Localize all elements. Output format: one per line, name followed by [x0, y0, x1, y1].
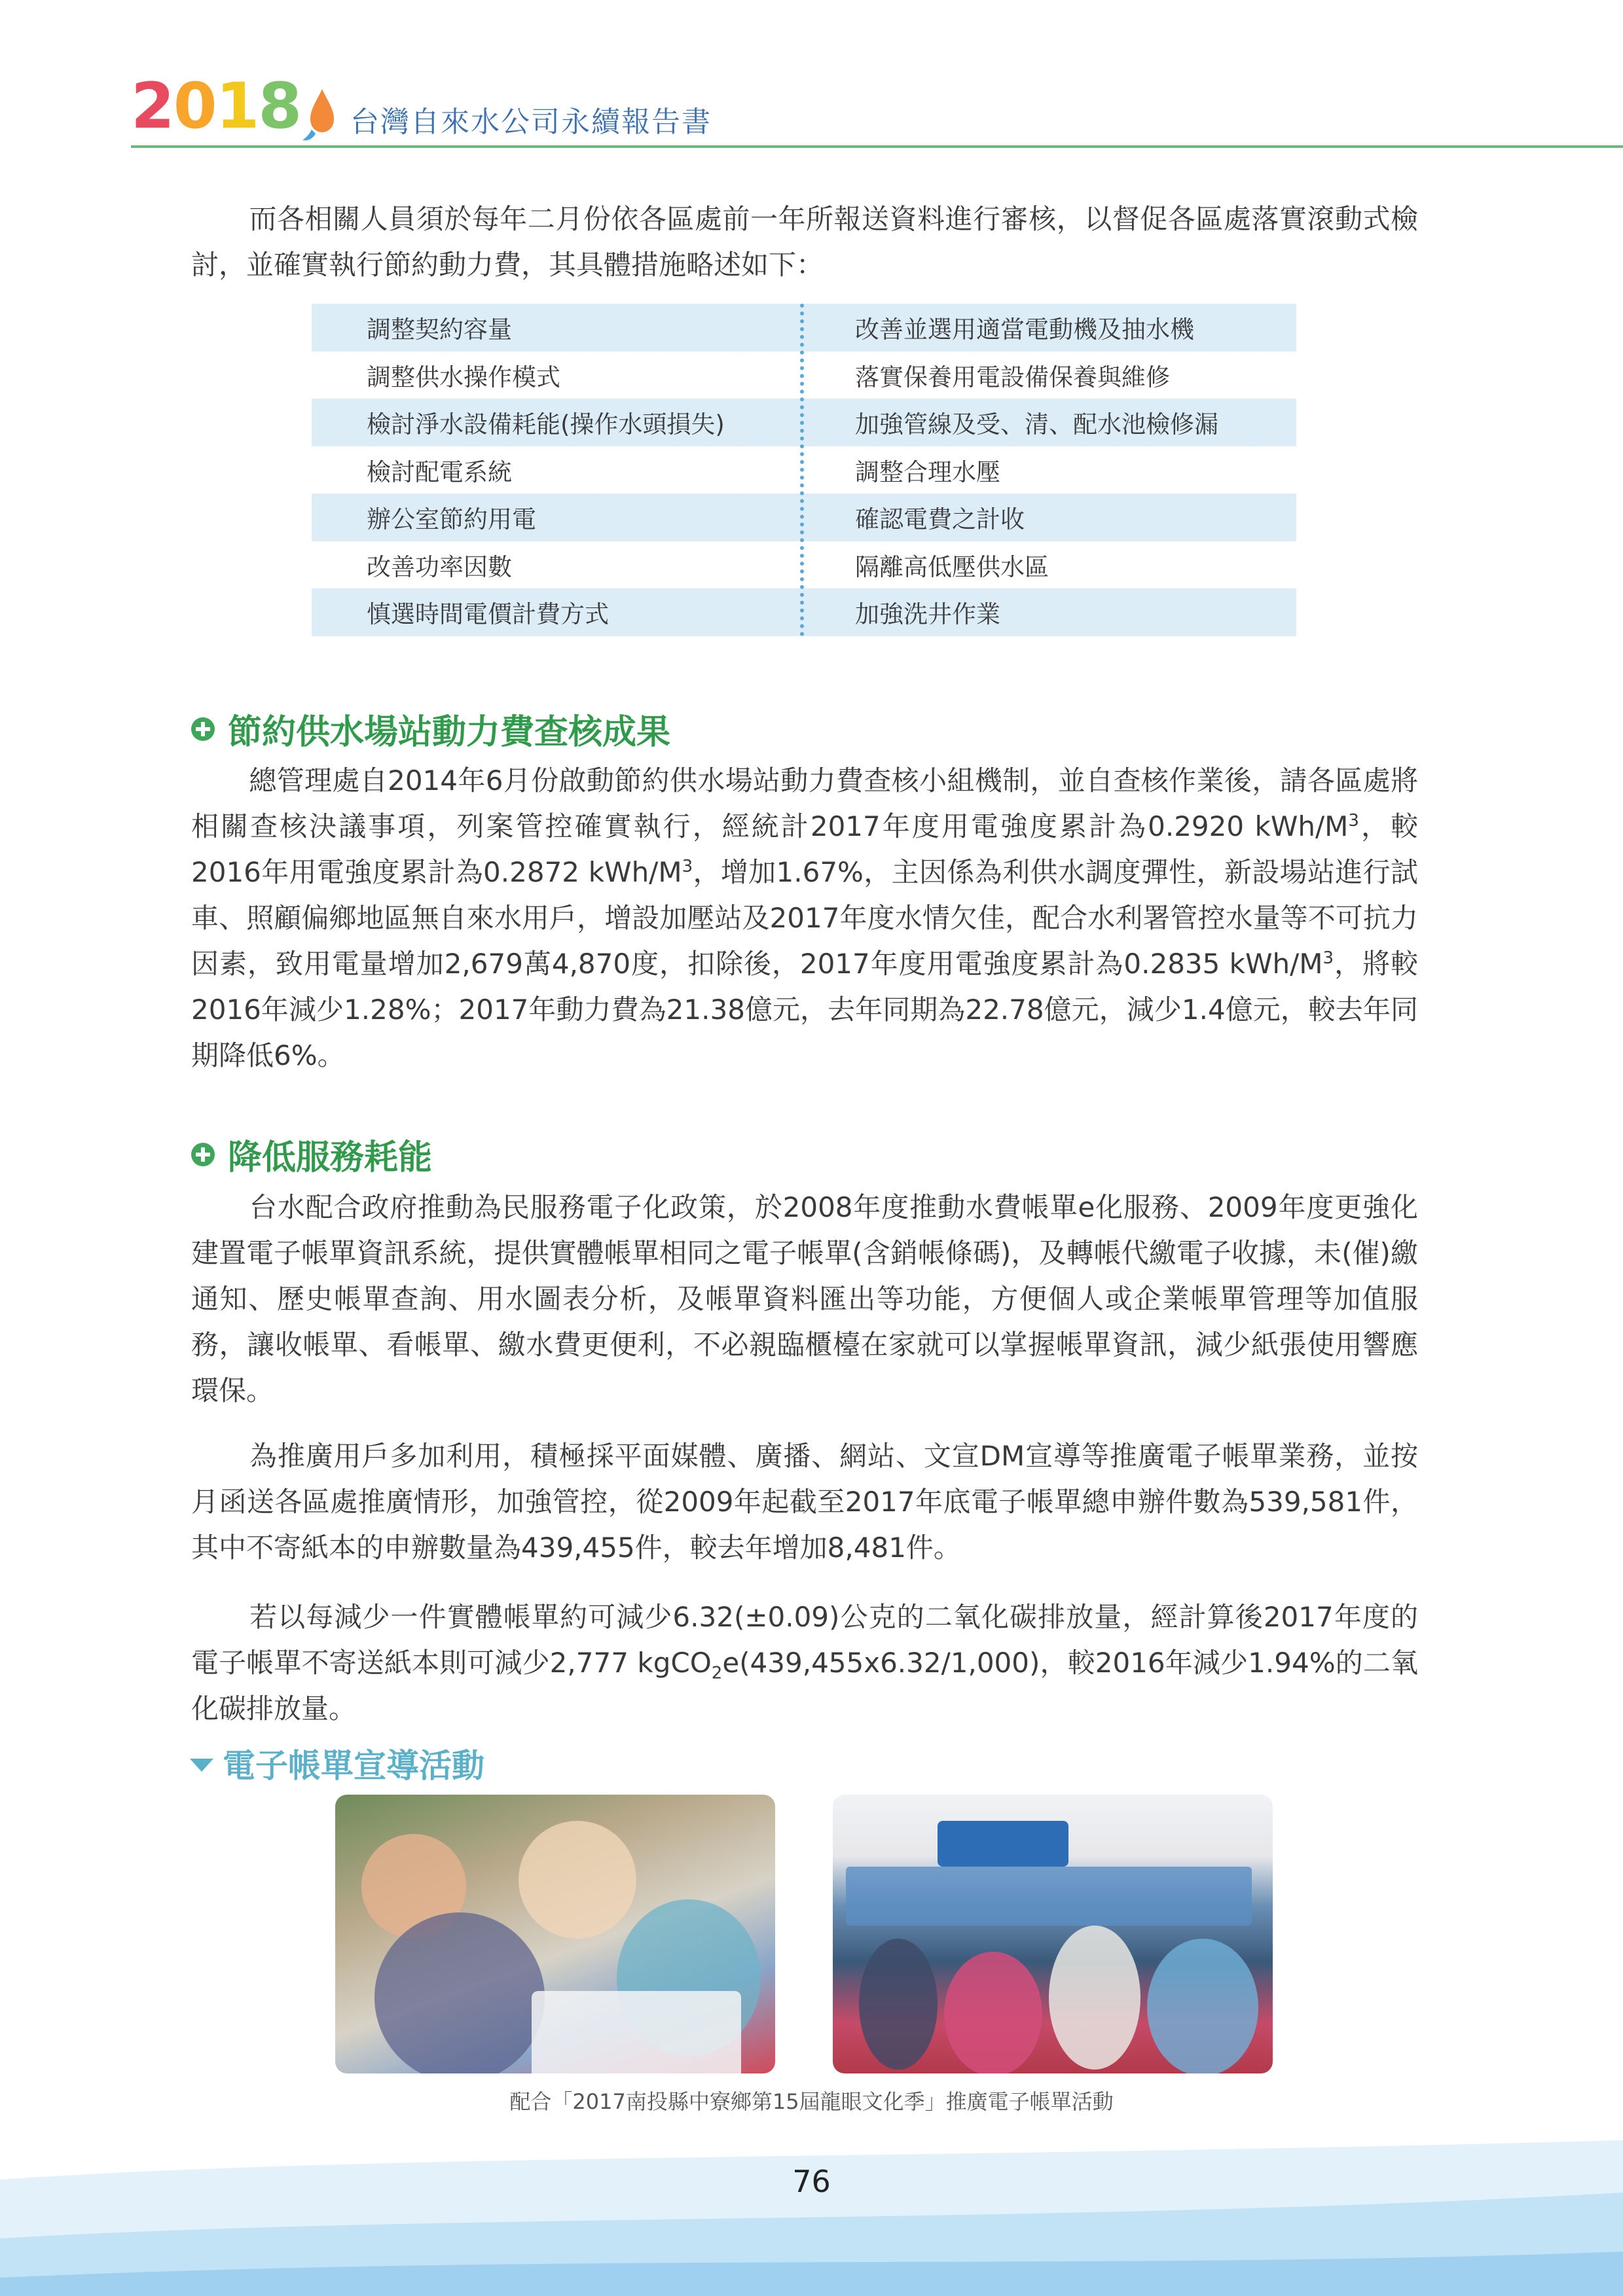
measures-table: [312, 304, 1296, 636]
superscript: 3: [1348, 811, 1359, 831]
ebill-paragraph-2: [191, 1433, 1418, 1571]
logo-digit: 0: [173, 69, 216, 143]
triangle-down-icon: [190, 1759, 213, 1772]
measure-left: 慎選時間電價計費方式: [367, 600, 609, 629]
section-title: 降低服務耗能: [228, 1138, 433, 1177]
logo-digit: 8: [258, 69, 301, 143]
measure-left: 檢討淨水設備耗能(操作水頭損失): [367, 410, 725, 439]
activity-title: 電子帳單宣導活動: [223, 1747, 484, 1785]
measure-right: 改善並選用適當電動機及抽水機: [855, 315, 1194, 344]
superscript: 3: [1322, 948, 1334, 968]
measure-right: 加強洗井作業: [855, 600, 1000, 629]
measure-right: 落實保養用電設備保養與維修: [855, 363, 1170, 391]
logo-digit: 2: [131, 69, 173, 143]
column-divider: [800, 304, 804, 636]
activity-photo-2: [833, 1795, 1273, 2073]
plus-circle-icon: [191, 1143, 215, 1166]
measures-row: [312, 541, 1296, 589]
measure-right: 確認電費之計收: [855, 505, 1025, 534]
header-divider: [131, 145, 1623, 148]
power-text-2: ，較2016年用電強度累計為0.2872 kWh/M: [191, 810, 1418, 888]
activity-photo-1: [335, 1795, 775, 2073]
ebill-paragraph-1: [191, 1185, 1418, 1414]
superscript: 3: [682, 857, 693, 876]
measure-left: 檢討配電系統: [367, 457, 512, 486]
report-title: 台灣自來水公司永續報告書: [350, 105, 712, 139]
measure-right: 加強管線及受、清、配水池檢修漏: [855, 410, 1218, 439]
logo-year: [131, 69, 301, 143]
ebill-text-2: 為推廣用戶多加利用，積極採平面媒體、廣播、網站、文宣DM宣導等推廣電子帳單業務，並按月函送各區處推廣情形，加強管控，從2009年起截至2017年底電子帳單總申辦件數為539,581件，其中不寄紙本的申辦數量為439,455件，較去年增加8,481件。: [191, 1440, 1418, 1564]
measures-row: [312, 351, 1296, 399]
section-title: 節約供水場站動力費查核成果: [228, 713, 671, 752]
plus-circle-icon: [191, 717, 215, 741]
ebill-text-1: 台水配合政府推動為民服務電子化政策，於2008年度推動水費帳單e化服務、2009年度更強化建置電子帳單資訊系統，提供實體帳單相同之電子帳單(含銷帳條碼)，及轉帳代繳電子收據，未(催)繳通知、歷史帳單查詢、用水圖表分析，及帳單資料匯出等功能，方便個人或企業帳單管理等加值服務，讓收帳單、看帳單、繳水費更便利，不必親臨櫃檯在家就可以掌握帳單資訊，減少紙張使用響應環保。: [191, 1191, 1418, 1407]
measure-left: 調整供水操作模式: [367, 363, 560, 391]
measures-row: [312, 493, 1296, 541]
power-text-3: ，增加1.67%，主因係為利供水調度彈性，新設場站進行試車、照顧偏鄉地區無自來水用戶，增設加壓站及2017年度水情欠佳，配合水利署管控水量等不可抗力因素，致用電量增加2,679萬4,870度，扣除後，2017年度用電強度累計為0.2835 kWh/M: [191, 856, 1418, 980]
ebill-text-3b: e(439,455x6.32/1,000)，較2016年減少1.94%的二氧化碳排放量。: [191, 1647, 1418, 1725]
photo-caption: 配合「2017南投縣中寮鄉第15屆龍眼文化季」推廣電子帳單活動: [509, 2089, 1114, 2114]
power-cost-paragraph: [191, 758, 1418, 1079]
measure-right: 調整合理水壓: [855, 457, 1000, 486]
activity-heading: [190, 1740, 484, 1787]
measure-right: 隔離高低壓供水區: [855, 552, 1049, 581]
measure-left: 改善功率因數: [367, 552, 512, 581]
logo-digit: 1: [215, 69, 259, 143]
power-text-4: ，將較2016年減少1.28%；2017年動力費為21.38億元，去年同期為22.78億元，減少1.4億元，較去年同期降低6%。: [191, 948, 1418, 1071]
section-heading-power-cost: [191, 704, 670, 753]
measures-row: [312, 588, 1296, 636]
intro-text: 而各相關人員須於每年二月份依各區處前一年所報送資料進行審核，以督促各區處落實滾動式檢討，並確實執行節約動力費，其具體措施略述如下：: [191, 203, 1418, 281]
measure-left: 辦公室節約用電: [367, 505, 536, 534]
measures-row: [312, 446, 1296, 494]
intro-paragraph: [191, 196, 1418, 288]
power-text-1: 總管理處自2014年6月份啟動節約供水場站動力費查核小組機制，並自查核作業後，請各區處將相關查核決議事項，列案管控確實執行，經統計2017年度用電強度累計為0.2920 kWh/M: [191, 764, 1418, 842]
section-heading-service-energy: [191, 1130, 432, 1179]
water-drop-icon: [302, 84, 342, 143]
subscript: 2: [711, 1663, 723, 1683]
page-number: 76: [792, 2164, 831, 2199]
report-header: [131, 69, 1623, 151]
measures-row: [312, 399, 1296, 446]
ebill-text-3a: 若以每減少一件實體帳單約可減少6.32(±0.09)公克的二氧化碳排放量，經計算後2017年度的電子帳單不寄送紙本則可減少2,777 kgCO: [191, 1601, 1418, 1679]
ebill-paragraph-3: [191, 1594, 1418, 1732]
measure-left: 調整契約容量: [367, 315, 512, 344]
measures-row: [312, 304, 1296, 351]
